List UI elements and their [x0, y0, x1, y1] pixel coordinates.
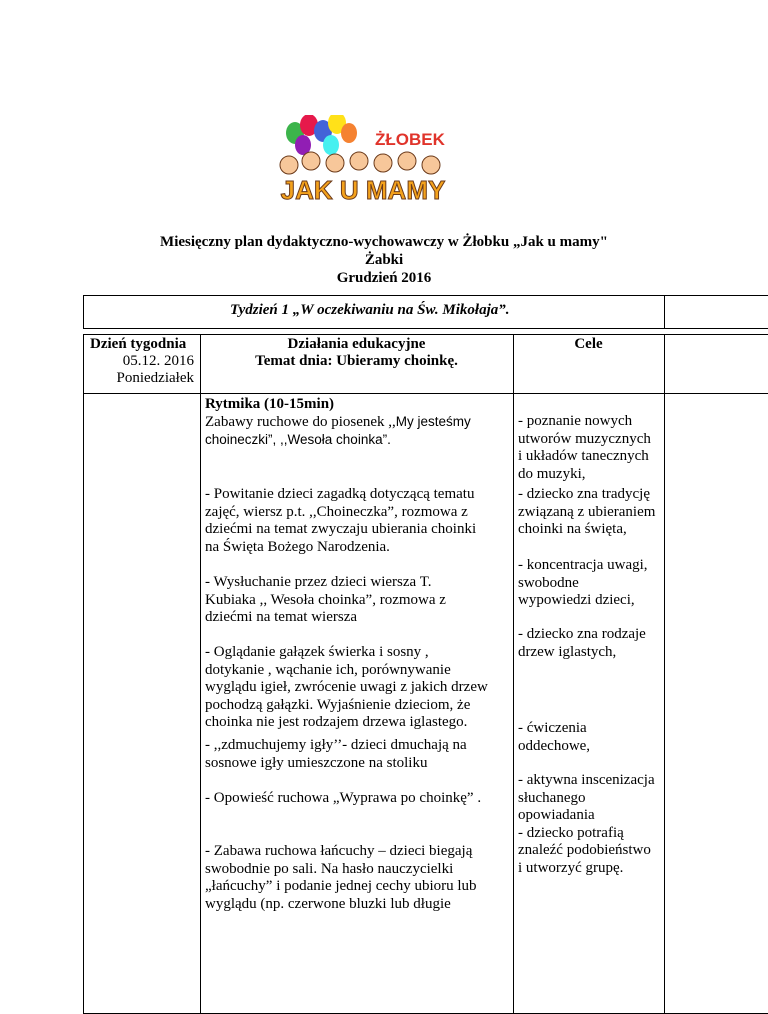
day-name: Poniedziałek	[116, 370, 194, 386]
activity-1	[205, 413, 471, 432]
goal-4	[518, 626, 646, 661]
goal-3-line: swobodne	[518, 574, 579, 591]
goal-2-line: - dziecko zna tradycję	[518, 486, 651, 502]
month: Grudzień 2016	[336, 270, 432, 286]
activity-3-line: Kubiaka ,, Wesoła choinka”, rozmowa z	[205, 591, 446, 608]
activity-4-line: - Oglądanie gałązek świerka i sosny ,	[205, 644, 429, 660]
goal-1-line: do muzyki,	[518, 465, 586, 482]
activity-4	[205, 644, 488, 732]
goal-2	[518, 486, 655, 539]
goal-1	[518, 413, 651, 483]
activity-2-line: - Powitanie dzieci zagadką dotyczącą tematu	[205, 486, 475, 502]
activity-1-line-2: choineczki”, ,,Wesoła choinka”.	[205, 432, 391, 447]
goal-1-line: - poznanie nowych	[518, 413, 633, 429]
goal-6-line: opowiadania	[518, 807, 595, 823]
activity-7-line: wyglądu (np. czerwone bluzki lub długie	[205, 895, 451, 912]
column-header-day: Dzień tygodnia	[90, 336, 187, 352]
activity-6: - Opowieść ruchowa „Wyprawa po choinkę” .	[205, 790, 482, 806]
activity-1-song-1: My jesteśmy	[395, 414, 471, 429]
goal-5-line: oddechowe,	[518, 737, 591, 754]
activity-4-line: wyglądu igieł, zwrócenie uwagi z jakich drzew	[205, 679, 488, 695]
goal-2-line: choinki na święta,	[518, 521, 627, 537]
logo-text-top: ŻŁOBEK	[375, 130, 445, 149]
week-title: Tydzień 1 „W oczekiwaniu na Św. Mikołaja”.	[230, 302, 510, 318]
header-row-divider	[83, 393, 768, 394]
col-divider-1	[200, 334, 201, 1014]
goal-1-line: utworów muzycznych	[518, 430, 651, 447]
column-header-goals: Cele	[574, 336, 603, 352]
goal-4-line: drzew iglastych,	[518, 643, 617, 660]
activity-4-line: choinka nie jest rodzajem drzewa iglastego.	[205, 714, 468, 730]
activity-3-line: dziećmi na temat wiersza	[205, 609, 358, 625]
activity-2	[205, 486, 476, 556]
activity-7-line: swobodnie po sali. Na hasło nauczycielki	[205, 860, 454, 877]
goal-6	[518, 772, 655, 877]
activity-3	[205, 574, 446, 627]
activity-1-line-1-a: Zabawy ruchowe do piosenek ,,	[205, 414, 396, 430]
goal-6-line: - dziecko potrafią	[518, 824, 624, 841]
activity-5-line: sosnowe igły umieszczone na stoliku	[205, 754, 428, 771]
goal-6-line: znaleźć podobieństwo	[518, 842, 651, 858]
week-divider	[664, 295, 665, 329]
document-title: Miesięczny plan dydaktyczno-wychowawczy w Żłobku „Jak u mamy"	[160, 234, 608, 250]
activity-3-line: - Wysłuchanie przez dzieci wiersza T.	[205, 574, 432, 590]
goal-3-line: wypowiedzi dzieci,	[518, 592, 635, 608]
activity-7-line: - Zabawa ruchowa łańcuchy – dzieci biegają	[205, 843, 473, 859]
activity-2-line: dziećmi na temat zwyczaju ubierania choinki	[205, 521, 477, 537]
topic-of-day: Temat dnia: Ubieramy choinkę.	[255, 353, 458, 369]
goal-5	[518, 720, 590, 755]
col-divider-3	[664, 334, 665, 1014]
col-divider-2	[513, 334, 514, 1014]
logo	[275, 115, 451, 203]
column-header-activities: Działania edukacyjne	[287, 336, 426, 352]
day-date: 05.12. 2016	[122, 353, 194, 369]
activity-7	[205, 843, 477, 913]
activity-5-line: - ,,zdmuchujemy igły’’- dzieci dmuchają na	[205, 737, 467, 753]
goal-2-line: związaną z ubieraniem	[518, 503, 656, 520]
goal-1-line: i układów tanecznych	[518, 448, 649, 464]
goal-4-line: - dziecko zna rodzaje	[518, 626, 646, 642]
activity-5	[205, 737, 467, 772]
goal-6-line: i utworzyć grupę.	[518, 859, 624, 876]
goal-5-line: - ćwiczenia	[518, 720, 587, 736]
goal-6-line: słuchanego	[518, 789, 586, 806]
goal-6-line: - aktywna inscenizacja	[518, 772, 655, 788]
activity-2-line: zajęć, wiersz p.t. ,,Choineczka”, rozmowa z	[205, 503, 468, 520]
activity-2-line: na Święta Bożego Narodzenia.	[205, 538, 390, 555]
goal-3	[518, 557, 648, 610]
logo-graphic	[275, 115, 451, 203]
section-title: Rytmika (10-15min)	[205, 396, 335, 412]
activity-4-line: pochodzą gałązki. Wyjaśnienie dzieciom, że	[205, 696, 471, 713]
logo-text-bottom: JAK U MAMY	[280, 175, 446, 203]
activity-7-line: „łańcuchy” i podanie jednej cechy ubioru lub	[205, 878, 477, 894]
goal-3-line: - koncentracja uwagi,	[518, 557, 648, 573]
activity-4-line: dotykanie , wąchanie ich, porównywanie	[205, 661, 451, 678]
location: Żabki	[364, 252, 404, 268]
